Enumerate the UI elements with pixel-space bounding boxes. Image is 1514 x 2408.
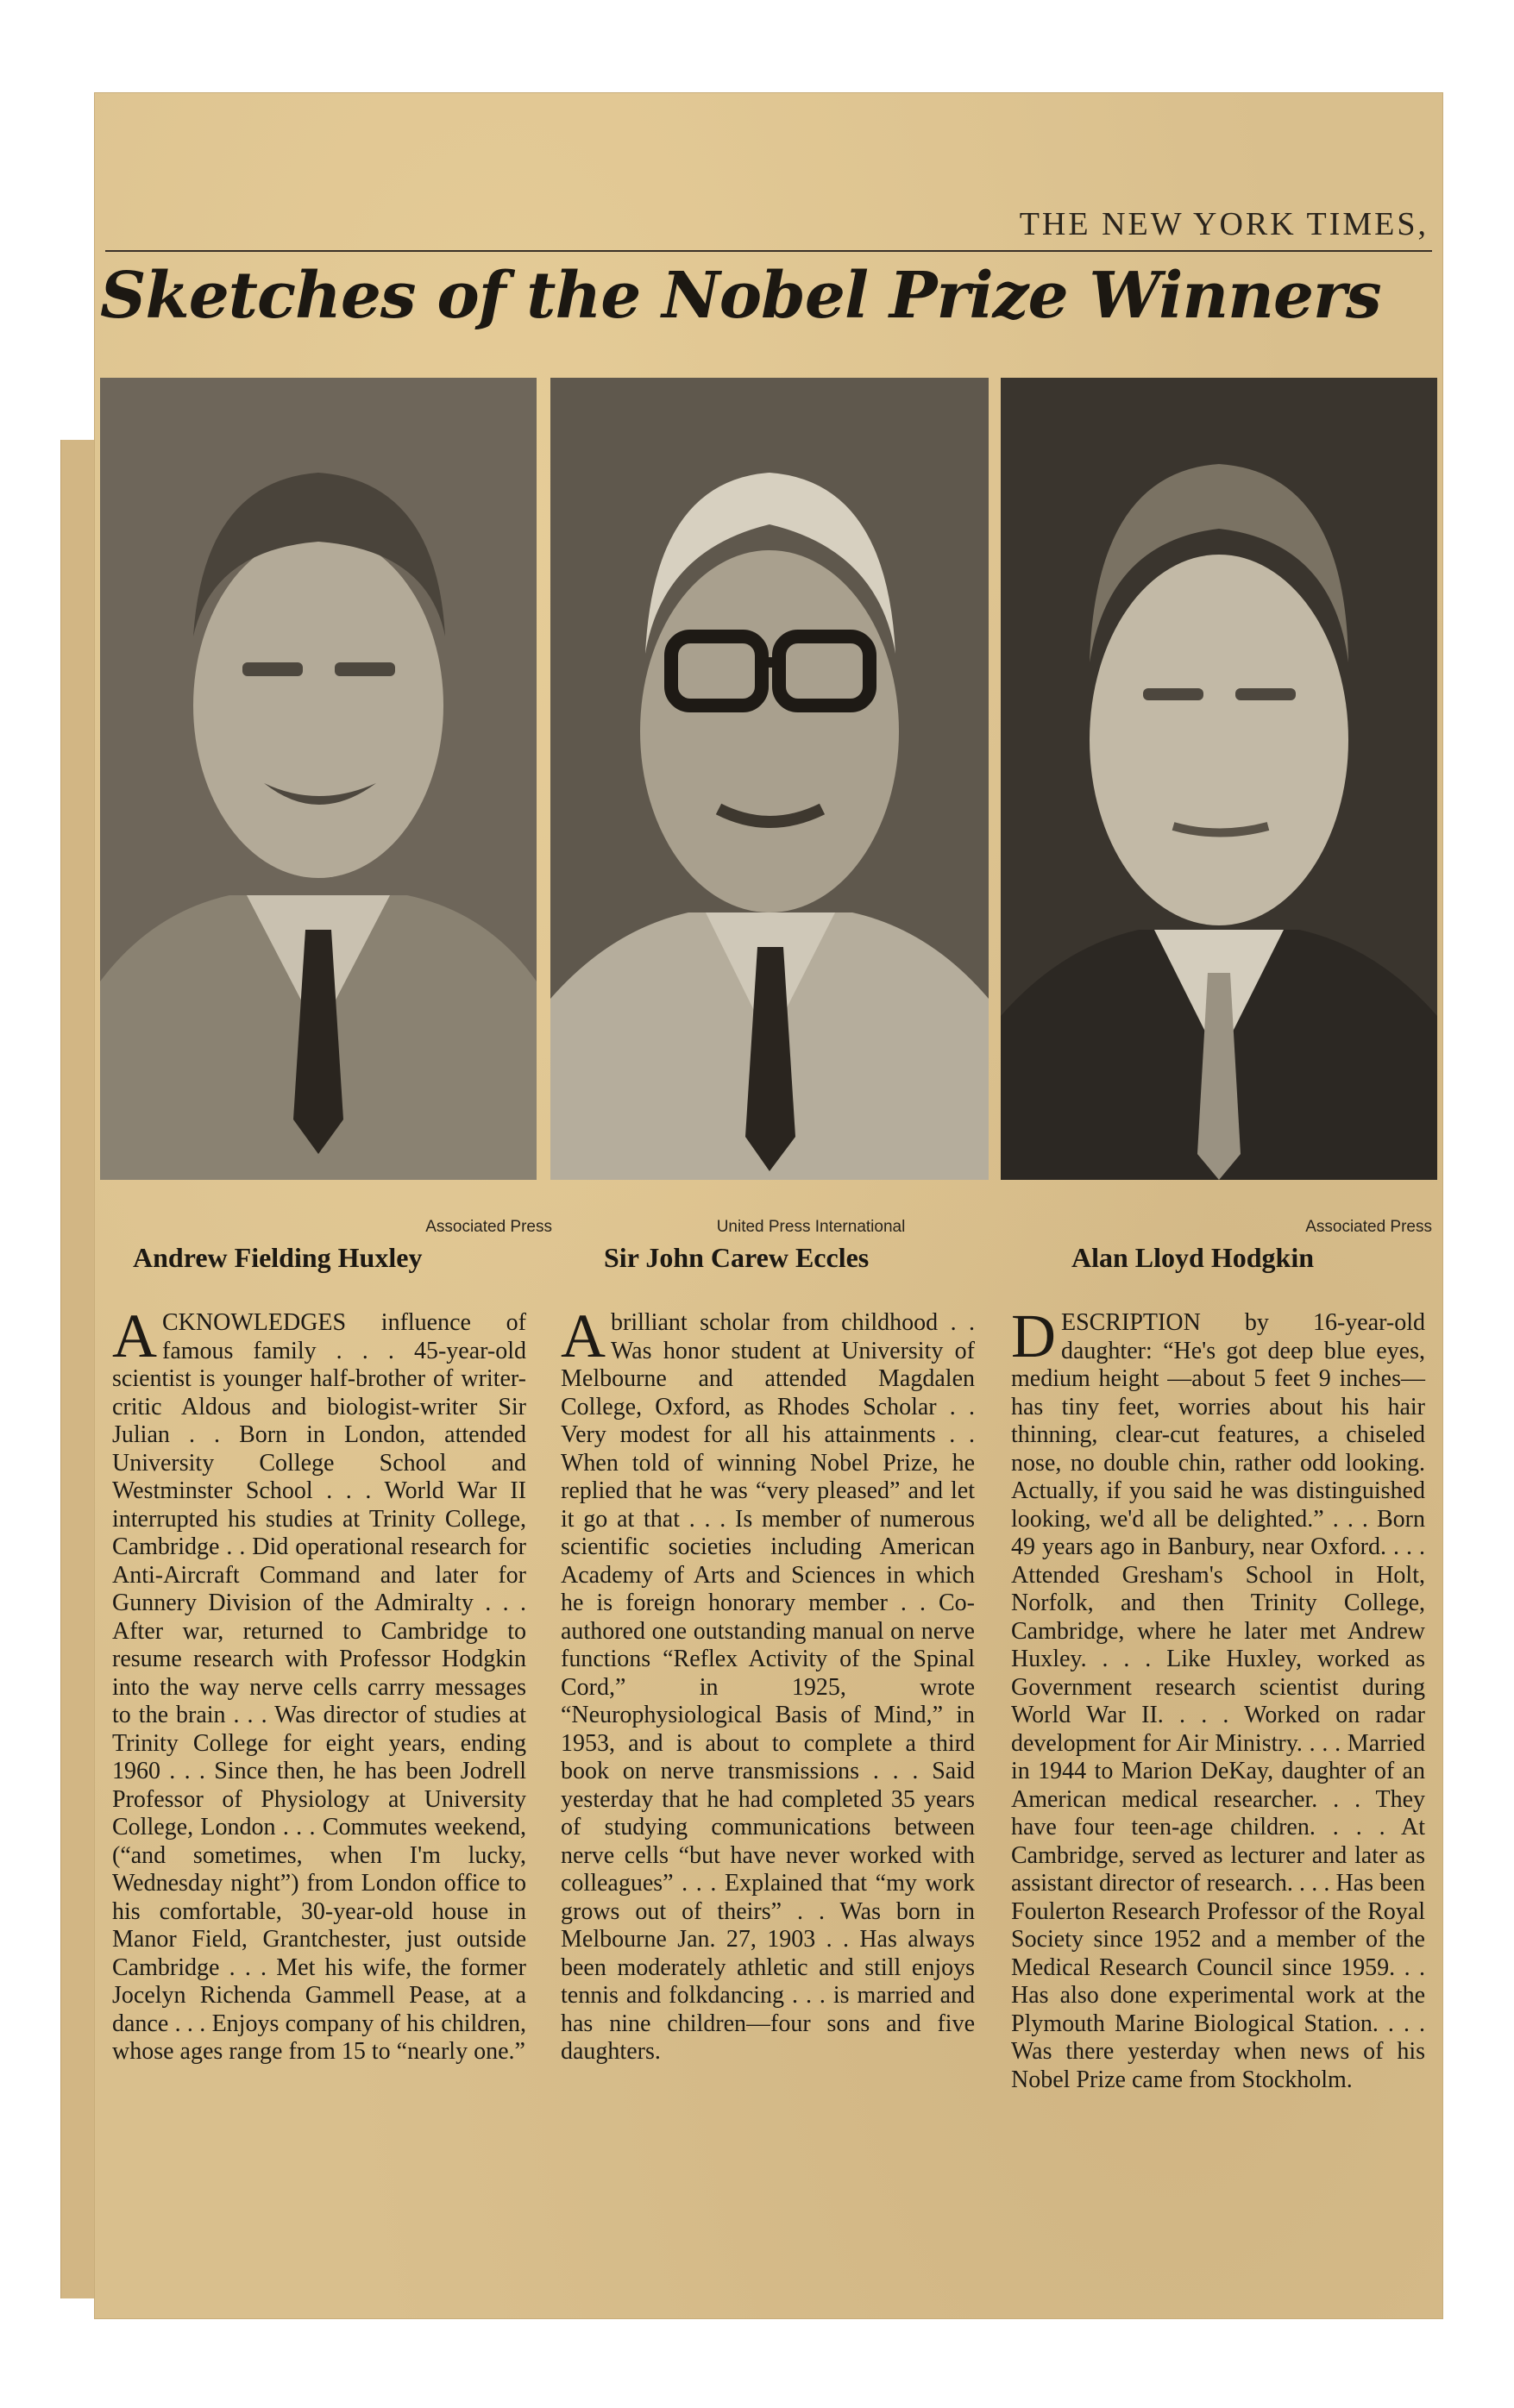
article-column-eccles: Abrilliant scholar from childhood . . Was honor student at University of Melbourne and attended Magdalen College, Oxford, as Rhodes Scholar . . Very modest for all his attainments . . When told of winning Nobel Prize, he replied that he was “very pleased” and let it go at that . . . Is member of numerous scientific societies including American Academy of Arts and Sciences in which he is foreign honorary member . . Co-authored one outstanding manual on nerve functions “Reflex Activity of the Spinal Cord,” in 1925, wrote “Neurophysiological Basis of Mind,” in 1953, and is about to complete a third book on nerve transmissions . . . Said yesterday that he had completed 35 years of studying communications between nerve cells “but have never worked with colleagues” . . . Explained that “my work grows out of theirs” . . Was born in Melbourne Jan. 27, 1903 . . Has always been moderately athletic and still enjoys tennis and folkdancing . . . is married and has nine children—four sons and five daughters. [561, 1301, 975, 2065]
headline: Sketches of the Nobel Prize Winners [100, 259, 1381, 333]
photo-credit-huxley: Associated Press [425, 1218, 552, 1236]
photo-credit-eccles: United Press International [716, 1218, 906, 1236]
caption-name-eccles: Sir John Carew Eccles [604, 1242, 870, 1273]
photo-credit-hodgkin: Associated Press [1305, 1218, 1432, 1236]
caption-name-hodgkin: Alan Lloyd Hodgkin [1071, 1242, 1314, 1273]
newspaper-name: THE NEW YORK TIMES, [1019, 206, 1429, 242]
photo-eccles [550, 378, 989, 1180]
photo-hodgkin [1001, 378, 1437, 1180]
folded-clipping-edge [60, 440, 97, 2298]
article-column-huxley: ACKNOWLEDGES influence of famous family . . . 45-year-old scientist is younger half-brother of writer-critic Aldous and biologist-writer Sir Julian . . Born in London, attended University College School and Westminster School . . . World War II interrupted his studies at Trinity College, Cambridge . . Did operational research for Anti-Aircraft Command and later for Gunnery Division of the Admiralty . . . After war, returned to Cambridge to resume research with Professor Hodgkin into the way nerve cells carrry messages to the brain . . . Was director of studies at Trinity College for eight years, ending 1960 . . . Since then, he has been Jodrell Professor of Physiology at University College, London . . . Commutes weekend, (“and sometimes, when I'm lucky, Wednesday night”) from London office to his comfortable, 30-year-old house in Manor Field, Grantchester, just outside Cambridge . . . Met his wife, the former Jocelyn Richenda Gammell Pease, at a dance . . . Enjoys company of his children, whose ages range from 15 to “nearly one.” [112, 1301, 526, 2065]
photo-huxley [100, 378, 537, 1180]
caption-name-huxley: Andrew Fielding Huxley [133, 1242, 423, 1273]
newspaper-clipping [95, 93, 1442, 2318]
header-rule [105, 250, 1432, 252]
article-column-hodgkin: DESCRIPTION by 16-year-old daughter: “He's got deep blue eyes, medium height —about 5 feet 9 inches—has tiny feet, worries about his hair thinning, clear-cut features, a chiseled nose, no double chin, rather odd looking. Actually, if you said he was distinguished looking, we'd all be delighted.” . . . Born 49 years ago in Banbury, near Oxford. . . . Attended Gresham's School in Holt, Norfolk, and then Trinity College, Cambridge, where he later met Andrew Huxley. . . . Like Huxley, worked as Government research scientist during World War II. . . . Worked on radar development for Air Ministry. . . . Married in 1944 to Marion DeKay, daughter of an American medical researcher. . . They have four teen-age children. . . . At Cambridge, served as lecturer and later as assistant director of research. . . . Has been Foulerton Research Professor of the Royal Society since 1952 and a member of the Medical Research Council since 1959. . . Has also done experimental work at the Plymouth Marine Biological Station. . . . Was there yesterday when news of his Nobel Prize came from Stockholm. [1011, 1301, 1425, 2093]
